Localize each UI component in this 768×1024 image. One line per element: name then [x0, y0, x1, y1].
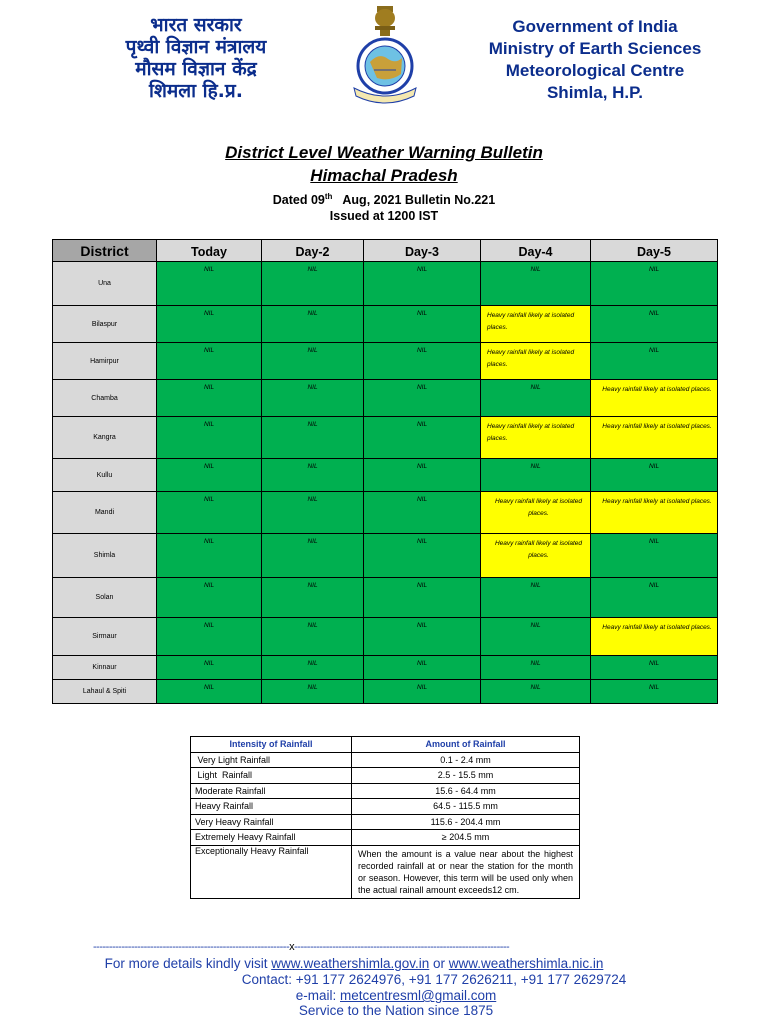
warning-table-header	[53, 240, 718, 262]
nil-cell: NIL	[364, 343, 481, 380]
nil-cell: NIL	[591, 534, 718, 578]
district-name: Lahaul & Spiti	[53, 680, 157, 704]
dated-prefix: Dated 09	[272, 193, 325, 208]
nil-cell: NIL	[157, 380, 262, 417]
hindi-line-3: मौसम विज्ञान केंद्र	[135, 58, 257, 80]
dated-suffix: Aug, 2021 Bulletin No.221	[332, 193, 496, 208]
nil-cell: NIL	[364, 680, 481, 704]
nil-cell: NIL	[157, 306, 262, 343]
nil-cell: NIL	[262, 492, 364, 534]
district-name: Una	[53, 262, 157, 306]
issued-line: Issued at 1200 IST	[329, 209, 439, 223]
nil-cell: NIL	[364, 534, 481, 578]
rainfall-legend-table	[190, 736, 580, 899]
district-name: Shimla	[53, 534, 157, 578]
legend-row	[191, 783, 580, 799]
nil-cell: NIL	[481, 680, 591, 704]
nil-cell: NIL	[364, 306, 481, 343]
warning-cell: Heavy rainfall likely at isolated places.	[481, 534, 591, 578]
header-district: District	[53, 240, 157, 262]
nil-cell: NIL	[364, 417, 481, 459]
district-name: Chamba	[53, 380, 157, 417]
district-name: Kinnaur	[53, 656, 157, 680]
legend-amount: 115.6 - 204.4 mm	[352, 814, 580, 830]
legend-row	[191, 752, 580, 768]
table-row	[53, 459, 718, 492]
header-day-2: Day-2	[262, 240, 364, 262]
warning-cell: Heavy rainfall likely at isolated places.	[591, 492, 718, 534]
english-header	[470, 16, 720, 104]
warning-cell: Heavy rainfall likely at isolated places.	[591, 618, 718, 656]
nil-cell: NIL	[591, 262, 718, 306]
legend-row	[191, 814, 580, 830]
dated-line	[0, 192, 768, 207]
table-row	[53, 380, 718, 417]
warning-cell: Heavy rainfall likely at isolated places.	[591, 417, 718, 459]
divider-left: --------------------------------------------------------------	[93, 941, 290, 953]
warning-table-body	[53, 262, 718, 704]
nil-cell: NIL	[262, 578, 364, 618]
table-row	[53, 306, 718, 343]
table-row	[53, 262, 718, 306]
nil-cell: NIL	[591, 306, 718, 343]
table-row	[53, 534, 718, 578]
nil-cell: NIL	[481, 656, 591, 680]
district-name: Kangra	[53, 417, 157, 459]
or-text: or	[429, 956, 449, 971]
divider-right: --------------------------------------------------------------------	[294, 941, 510, 953]
legend-intensity: Extremely Heavy Rainfall	[191, 830, 352, 846]
district-name: Mandi	[53, 492, 157, 534]
legend-amount: ≥ 204.5 mm	[352, 830, 580, 846]
legend-table-body	[191, 752, 580, 898]
hindi-line-1: भारत सरकार	[150, 14, 242, 36]
nil-cell: NIL	[157, 343, 262, 380]
header-day-4: Day-4	[481, 240, 591, 262]
nil-cell: NIL	[262, 306, 364, 343]
hindi-line-2: पृथ्वी विज्ञान मंत्रालय	[125, 36, 267, 58]
hindi-header	[96, 14, 296, 102]
district-name: Sirmaur	[53, 618, 157, 656]
nil-cell: NIL	[262, 656, 364, 680]
nil-cell: NIL	[262, 534, 364, 578]
header-day-3: Day-3	[364, 240, 481, 262]
nil-cell: NIL	[364, 459, 481, 492]
nil-cell: NIL	[157, 534, 262, 578]
nil-cell: NIL	[157, 680, 262, 704]
legend-header-amount: Amount of Rainfall	[352, 737, 580, 753]
warning-table	[52, 239, 718, 704]
email-prefix: e-mail:	[295, 988, 340, 1003]
nil-cell: NIL	[481, 262, 591, 306]
legend-amount: 15.6 - 64.4 mm	[352, 783, 580, 799]
legend-row	[191, 768, 580, 784]
nil-cell: NIL	[364, 380, 481, 417]
table-row	[53, 578, 718, 618]
legend-intensity: Exceptionally Heavy Rainfall	[191, 845, 352, 898]
nil-cell: NIL	[157, 417, 262, 459]
visit-prefix: For more details kindly visit	[104, 956, 272, 971]
legend-row	[191, 830, 580, 846]
nil-cell: NIL	[157, 492, 262, 534]
table-row	[53, 656, 718, 680]
english-line-1: Government of India	[512, 17, 678, 36]
dated-sup: th	[324, 192, 333, 201]
nil-cell: NIL	[262, 680, 364, 704]
legend-amount: When the amount is a value near about the highest recorded rainfall at or near the station for the month or season. However, this term will be used only when the actual rainall amount exceeds12 cm.	[352, 845, 580, 898]
legend-row	[191, 845, 580, 898]
nil-cell: NIL	[157, 618, 262, 656]
nil-cell: NIL	[591, 680, 718, 704]
nil-cell: NIL	[157, 262, 262, 306]
footer-contact: Contact: +91 177 2624976, +91 177 2626211, +91 177 2629724	[241, 972, 627, 987]
district-name: Hamirpur	[53, 343, 157, 380]
nil-cell: NIL	[262, 380, 364, 417]
warning-cell: Heavy rainfall likely at isolated places.	[481, 492, 591, 534]
nil-cell: NIL	[262, 343, 364, 380]
table-row	[53, 343, 718, 380]
nil-cell: NIL	[157, 656, 262, 680]
header-day-1: Today	[157, 240, 262, 262]
nil-cell: NIL	[262, 262, 364, 306]
website-link-nic[interactable]: www.weathershimla.nic.in	[448, 956, 604, 971]
nil-cell: NIL	[262, 417, 364, 459]
nil-cell: NIL	[481, 578, 591, 618]
footer-divider	[93, 941, 658, 953]
english-line-3: Meteorological Centre	[505, 61, 685, 80]
warning-cell: Heavy rainfall likely at isolated places.	[481, 343, 591, 380]
legend-intensity: Heavy Rainfall	[191, 799, 352, 815]
nil-cell: NIL	[157, 459, 262, 492]
nil-cell: NIL	[481, 459, 591, 492]
legend-row	[191, 799, 580, 815]
english-line-2: Ministry of Earth Sciences	[488, 39, 702, 58]
legend-amount: 0.1 - 2.4 mm	[352, 752, 580, 768]
nil-cell: NIL	[364, 578, 481, 618]
table-row	[53, 680, 718, 704]
footer-tagline: Service to the Nation since 1875	[298, 1003, 494, 1018]
nil-cell: NIL	[591, 459, 718, 492]
footer-visit-line	[0, 956, 738, 972]
nil-cell: NIL	[364, 618, 481, 656]
district-name: Solan	[53, 578, 157, 618]
header-day-5: Day-5	[591, 240, 718, 262]
table-row	[53, 492, 718, 534]
table-row	[53, 417, 718, 459]
website-link-gov[interactable]: www.weathershimla.gov.in	[271, 956, 430, 971]
nil-cell: NIL	[591, 656, 718, 680]
legend-amount: 64.5 - 115.5 mm	[352, 799, 580, 815]
legend-header-intensity: Intensity of Rainfall	[191, 737, 352, 753]
nil-cell: NIL	[591, 578, 718, 618]
district-name: Kullu	[53, 459, 157, 492]
bulletin-title: District Level Weather Warning Bulletin	[225, 143, 543, 162]
nil-cell: NIL	[591, 343, 718, 380]
legend-intensity: Very Heavy Rainfall	[191, 814, 352, 830]
divider-mid: x	[289, 941, 295, 953]
english-line-4: Shimla, H.P.	[546, 83, 644, 102]
nil-cell: NIL	[364, 492, 481, 534]
legend-intensity: Moderate Rainfall	[191, 783, 352, 799]
state-title: Himachal Pradesh	[310, 166, 458, 185]
legend-intensity: Very Light Rainfall	[191, 752, 352, 768]
nil-cell: NIL	[481, 380, 591, 417]
nil-cell: NIL	[364, 656, 481, 680]
legend-amount: 2.5 - 15.5 mm	[352, 768, 580, 784]
email-link[interactable]: metcentresml@gmail.com	[340, 988, 497, 1003]
warning-cell: Heavy rainfall likely at isolated places.	[591, 380, 718, 417]
legend-intensity: Light Rainfall	[191, 768, 352, 784]
district-name: Bilaspur	[53, 306, 157, 343]
table-row	[53, 618, 718, 656]
nil-cell: NIL	[262, 618, 364, 656]
imd-emblem-icon	[344, 4, 426, 108]
hindi-line-4: शिमला हि.प्र.	[149, 80, 243, 102]
footer-email-line	[12, 988, 768, 1004]
warning-cell: Heavy rainfall likely at isolated places.	[481, 417, 591, 459]
warning-cell: Heavy rainfall likely at isolated places.	[481, 306, 591, 343]
nil-cell: NIL	[481, 618, 591, 656]
nil-cell: NIL	[157, 578, 262, 618]
nil-cell: NIL	[262, 459, 364, 492]
nil-cell: NIL	[364, 262, 481, 306]
